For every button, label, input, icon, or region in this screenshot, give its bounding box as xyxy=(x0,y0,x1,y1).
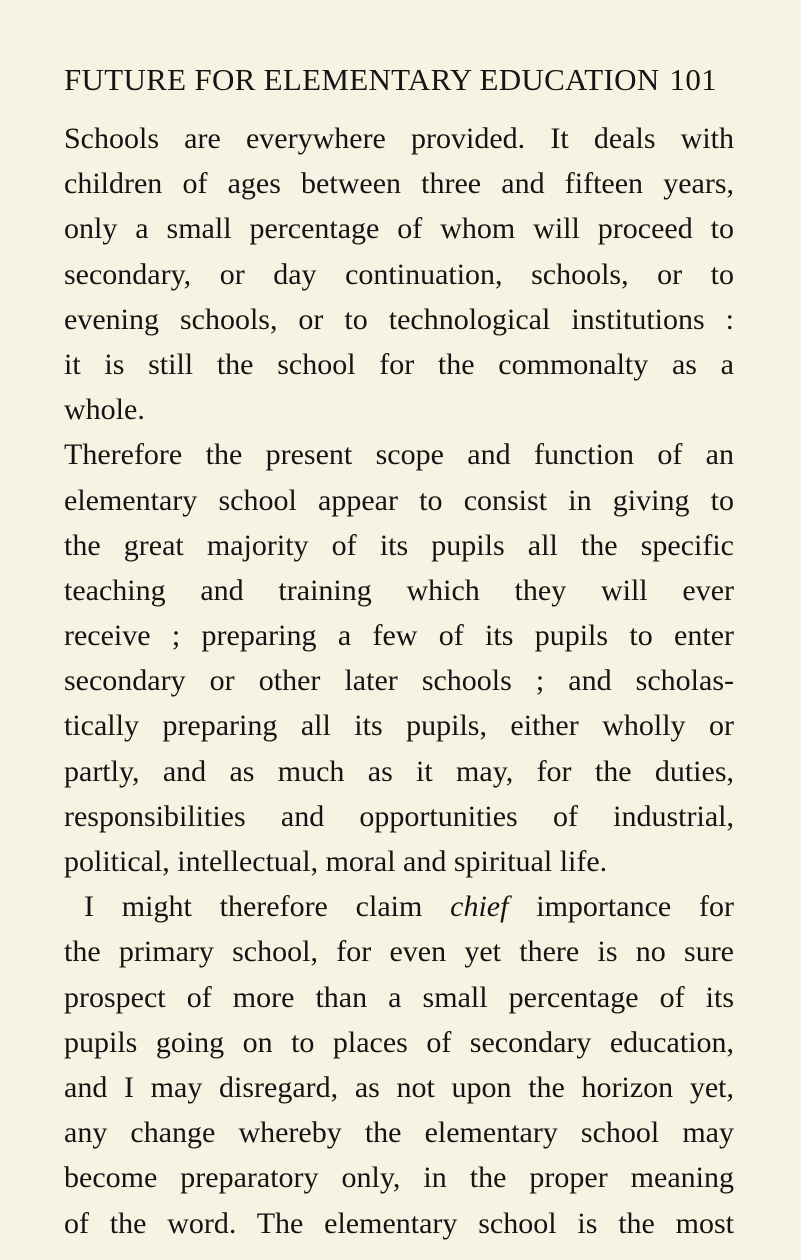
text-line: and I may disregard, as not upon the horizon yet, xyxy=(64,1070,734,1104)
page-number: 101 xyxy=(669,62,717,97)
running-head xyxy=(64,62,744,98)
text-line: children of ages between three and fifteen years, xyxy=(64,167,734,201)
emphasis-word: chief xyxy=(450,890,509,924)
text-segment: I might therefore claim xyxy=(84,890,423,924)
text-line xyxy=(64,884,734,929)
text-line: partly, and as much as it may, for the duties, xyxy=(64,754,734,788)
body-text xyxy=(64,116,734,1246)
text-line: prospect of more than a small percentage of its xyxy=(64,980,734,1014)
text-line: the great majority of its pupils all the specific xyxy=(64,528,734,562)
text-line: responsibilities and opportunities of industrial, xyxy=(64,799,734,833)
text-line: teaching and training which they will ever xyxy=(64,573,734,607)
text-line: any change whereby the elementary school may xyxy=(64,1116,734,1150)
text-line: it is still the school for the commonalty as a xyxy=(64,347,734,381)
text-line: elementary school appear to consist in giving to xyxy=(64,483,734,517)
running-head-title: FUTURE FOR ELEMENTARY EDUCATION xyxy=(64,62,660,97)
text-line: the primary school, for even yet there is no sure xyxy=(64,935,734,969)
text-line: Therefore the present scope and function of an xyxy=(64,438,734,472)
text-line: political, intellectual, moral and spiritual life. xyxy=(64,845,608,878)
text-line: whole. xyxy=(64,393,145,427)
text-line: pupils going on to places of secondary education, xyxy=(64,1025,734,1059)
text-line: receive ; preparing a few of its pupils to enter xyxy=(64,619,734,653)
text-line: evening schools, or to technological institutions : xyxy=(64,302,734,336)
text-line: secondary or other later schools ; and scholas- xyxy=(64,664,734,698)
text-line: become preparatory only, in the proper meaning xyxy=(64,1161,734,1195)
text-line: of the word. The elementary school is the most xyxy=(64,1206,734,1240)
text-segment: importance for xyxy=(536,890,734,924)
text-line: tically preparing all its pupils, either wholly or xyxy=(64,709,734,743)
text-line: secondary, or day continuation, schools, or to xyxy=(64,257,734,291)
text-line: Schools are everywhere provided. It deals with xyxy=(64,122,734,155)
text-line: only a small percentage of whom will proceed to xyxy=(64,212,734,246)
